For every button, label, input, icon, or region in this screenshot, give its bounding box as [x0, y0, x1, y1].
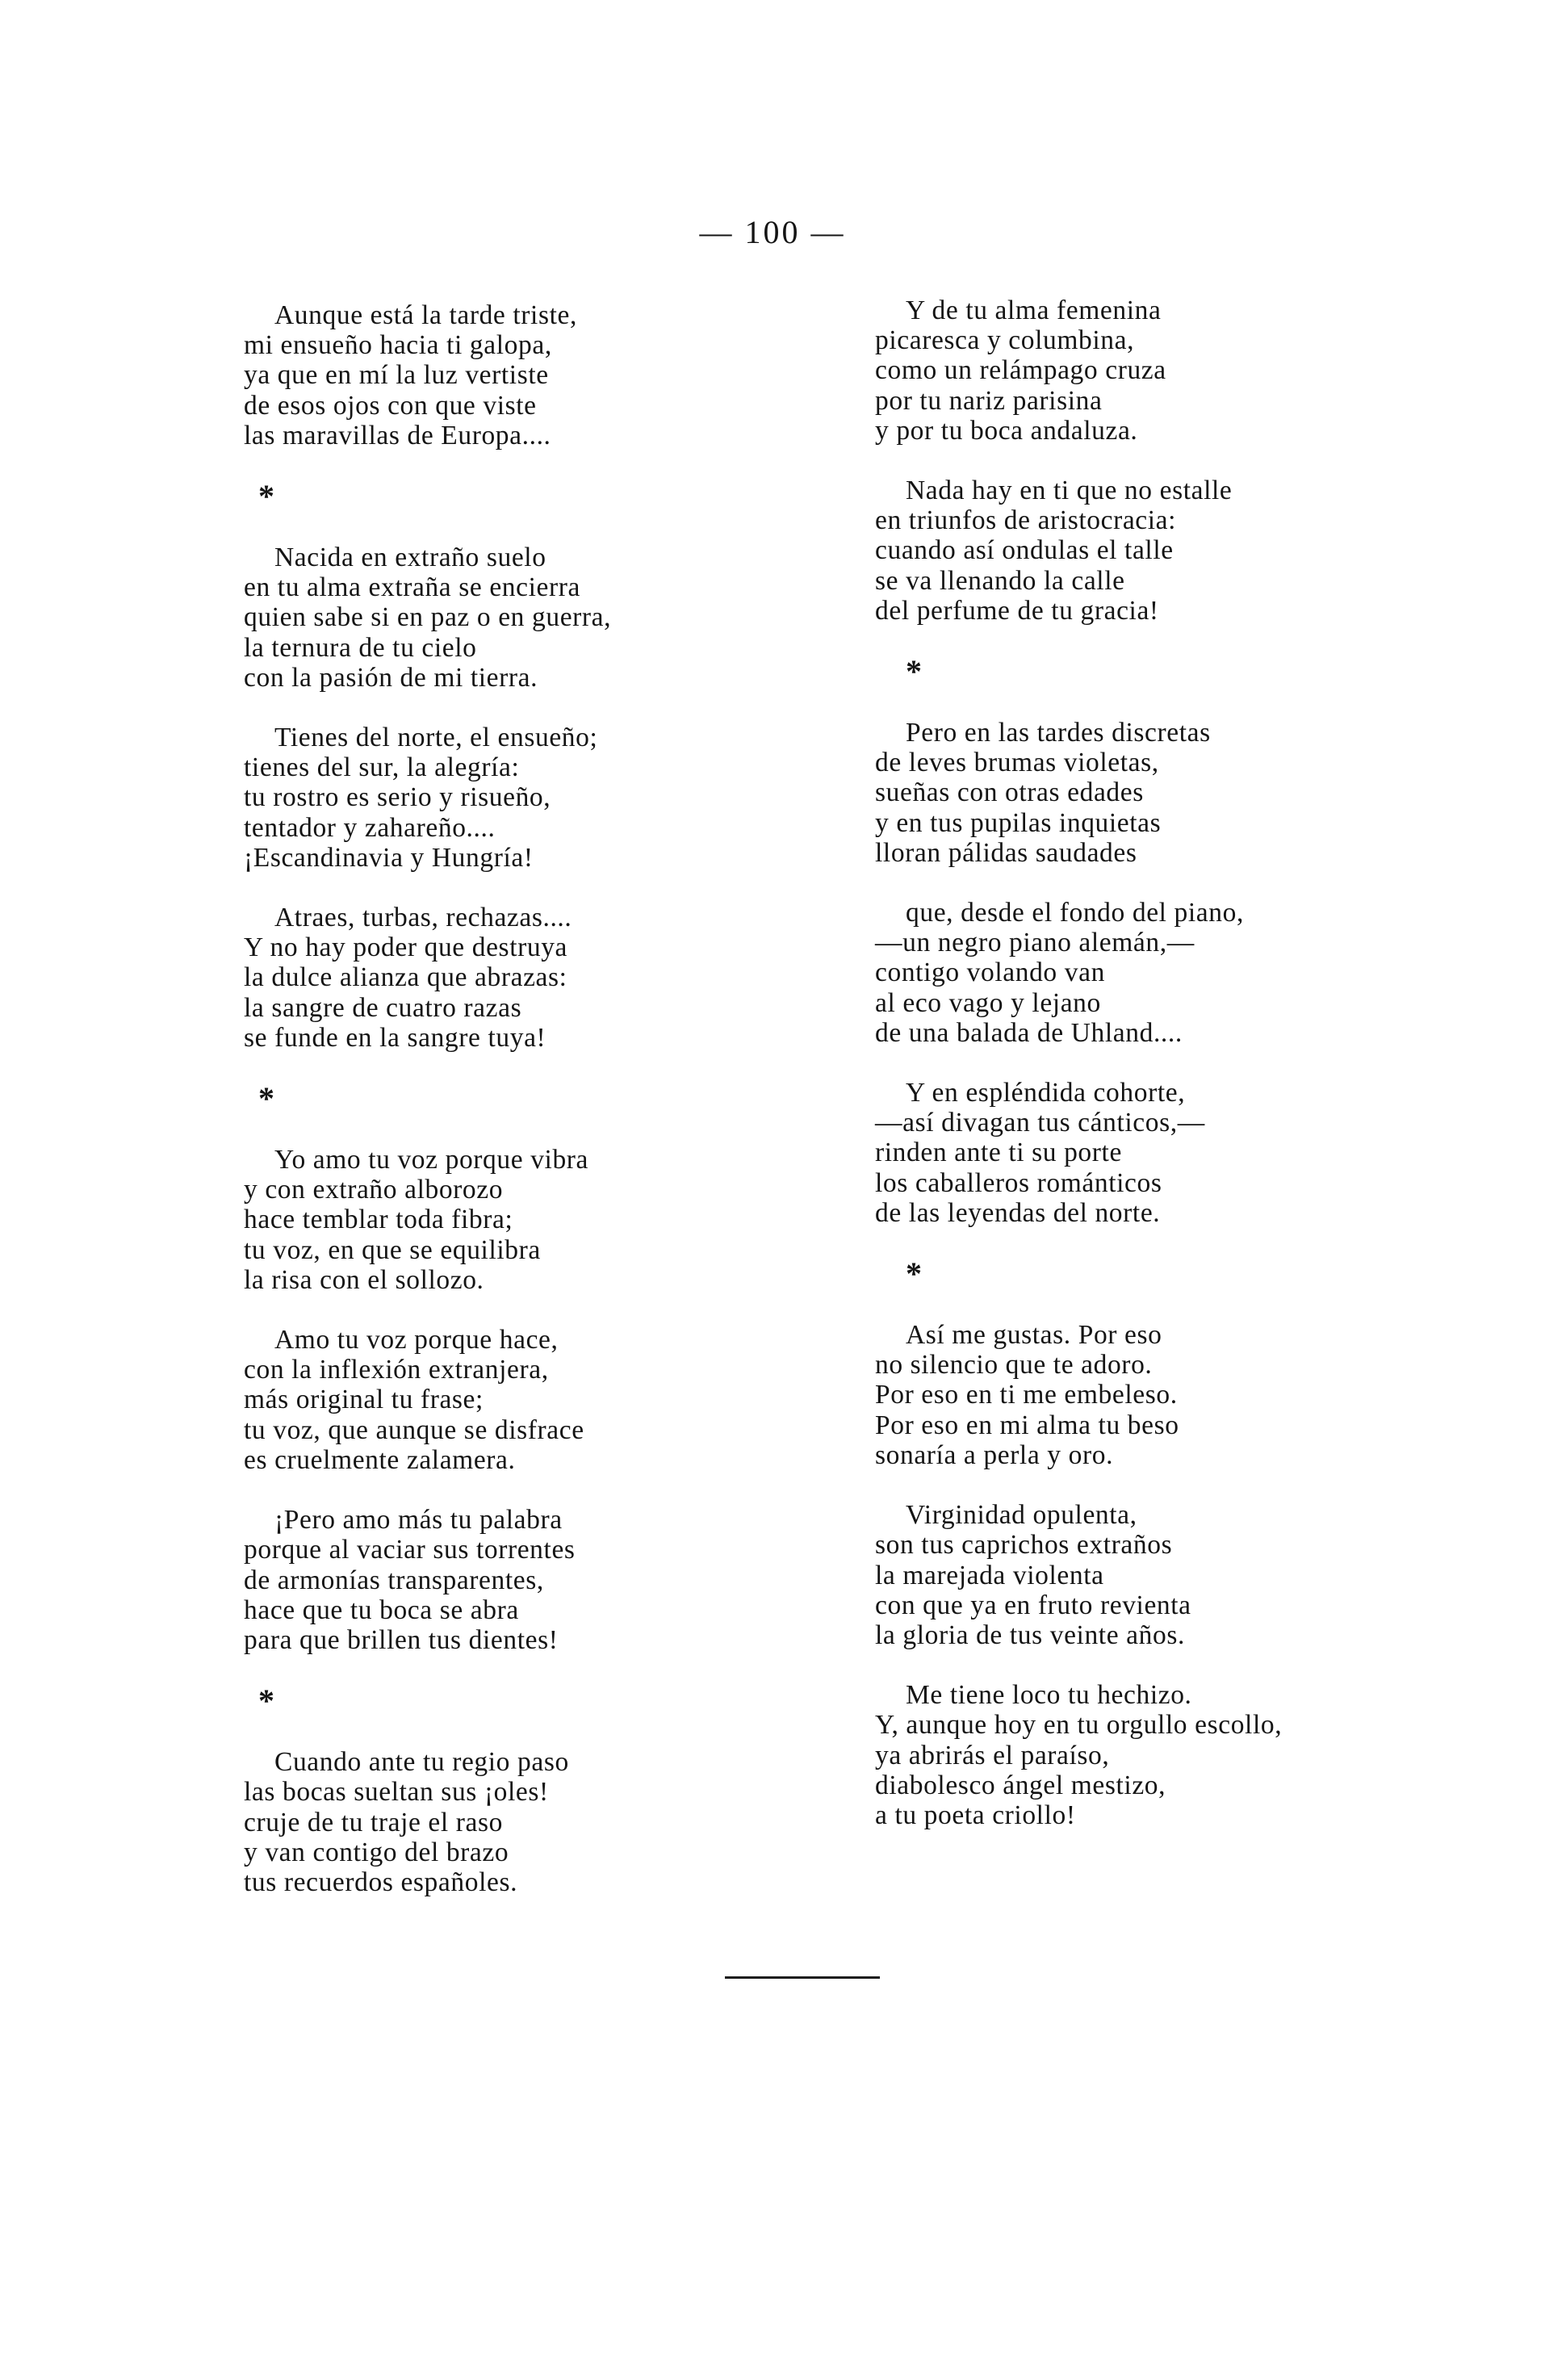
verse-line: por tu nariz parisina [875, 385, 1103, 416]
stanza [244, 300, 890, 450]
verse-line: y con extraño alborozo [244, 1175, 504, 1205]
stanza-gap [244, 513, 890, 543]
verse-line: tentador y zahareño.... [244, 812, 496, 843]
stanza [244, 1747, 890, 1897]
verse-line: mi ensueño hacia ti galopa, [244, 330, 552, 361]
verse-line: la marejada violenta [875, 1560, 1104, 1590]
verse-line: son tus caprichos extraños [875, 1530, 1173, 1561]
verse-line: rinden ante ti su porte [875, 1138, 1122, 1168]
verse-line: Por eso en ti me embeleso. [875, 1380, 1178, 1410]
verse-line: y por tu boca andaluza. [875, 415, 1138, 446]
verse-line: en triunfos de aristocracia: [875, 505, 1177, 536]
verse-line: ¡Pero amo más tu palabra [274, 1505, 563, 1536]
verse-line: ya que en mí la luz vertiste [244, 360, 549, 391]
stanza [875, 1320, 1521, 1470]
stanza-gap [875, 1048, 1521, 1078]
verse-line: Y no hay poder que destruya [244, 932, 568, 963]
verse-line: Me tiene loco tu hechizo. [906, 1680, 1192, 1711]
stanza-gap [244, 1053, 890, 1083]
stanza-gap [244, 1655, 890, 1685]
stanza [244, 1145, 890, 1295]
verse-line: diabolesco ángel mestizo, [875, 1770, 1166, 1800]
verse-line: —así divagan tus cánticos,— [875, 1108, 1205, 1138]
section-separator: * [258, 1080, 274, 1117]
verse-line: hace temblar toda fibra; [244, 1205, 513, 1235]
verse-line: se va llenando la calle [875, 565, 1125, 596]
stanza-gap [244, 1475, 890, 1505]
verse-line: con la pasión de mi tierra. [244, 662, 538, 693]
stanza-gap [244, 1717, 890, 1747]
verse-line: sueñas con otras edades [875, 777, 1144, 808]
verse-line: Y, aunque hoy en tu orgullo escollo, [875, 1710, 1283, 1741]
verse-line: —un negro piano alemán,— [875, 928, 1195, 958]
page-number: — 100 — [699, 214, 846, 250]
stanza [244, 903, 890, 1053]
stanza [244, 1325, 890, 1475]
section-separator: * [906, 653, 922, 690]
verse-line: quien sabe si en paz o en guerra, [244, 602, 612, 633]
verse-line: de armonías transparentes, [244, 1565, 544, 1595]
verse-line: con que ya en fruto revienta [875, 1590, 1191, 1620]
verse-line: que, desde el fondo del piano, [906, 898, 1244, 928]
verse-line: en tu alma extraña se encierra [244, 572, 580, 603]
verse-line: tus recuerdos españoles. [244, 1867, 518, 1897]
stanza-gap [875, 446, 1521, 476]
verse-line: para que brillen tus dientes! [244, 1624, 559, 1655]
verse-line: tu voz, que aunque se disfrace [244, 1414, 584, 1445]
verse-line: cruje de tu traje el raso [244, 1807, 503, 1837]
verse-line: Y en espléndida cohorte, [906, 1078, 1186, 1108]
stanza-gap [244, 693, 890, 723]
stanza-gap [875, 1228, 1521, 1258]
verse-line: la gloria de tus veinte años. [875, 1619, 1185, 1650]
verse-line: Tienes del norte, el ensueño; [274, 723, 598, 753]
verse-line: contigo volando van [875, 957, 1105, 988]
verse-line: de las leyendas del norte. [875, 1197, 1161, 1228]
verse-line: los caballeros románticos [875, 1167, 1162, 1198]
stanza [875, 476, 1521, 626]
verse-line: con la inflexión extranjera, [244, 1355, 549, 1385]
verse-line: no silencio que te adoro. [875, 1350, 1153, 1381]
section-separator: * [258, 1682, 274, 1720]
verse-line: la risa con el sollozo. [244, 1264, 484, 1295]
verse-line: hace que tu boca se abra [244, 1594, 519, 1625]
stanza-gap [875, 1470, 1521, 1500]
stanza-gap [875, 1290, 1521, 1320]
stanza-gap [244, 1115, 890, 1145]
verse-line: y van contigo del brazo [244, 1837, 509, 1867]
stanza [875, 1500, 1521, 1650]
verse-line: como un relámpago cruza [875, 355, 1166, 386]
stanza [875, 718, 1521, 868]
section-separator: * [906, 1255, 922, 1293]
verse-line: se funde en la sangre tuya! [244, 1022, 546, 1053]
verse-line: las bocas sueltan sus ¡oles! [244, 1777, 549, 1808]
verse-line: tienes del sur, la alegría: [244, 752, 520, 783]
left-poem-column [244, 300, 890, 1897]
verse-line: Y de tu alma femenina [906, 295, 1162, 325]
stanza [875, 1680, 1521, 1830]
verse-line: Pero en las tardes discretas [906, 718, 1211, 748]
verse-line: de una balada de Uhland.... [875, 1017, 1183, 1048]
verse-line: sonaría a perla y oro. [875, 1439, 1114, 1470]
verse-line: Nacida en extraño suelo [274, 543, 546, 573]
verse-line: Por eso en mi alma tu beso [875, 1410, 1179, 1440]
stanza [244, 723, 890, 873]
verse-line: la sangre de cuatro razas [244, 992, 522, 1023]
verse-line: de esos ojos con que viste [244, 390, 537, 421]
stanza-gap [244, 450, 890, 480]
verse-line: Yo amo tu voz porque vibra [274, 1145, 589, 1175]
verse-line: las maravillas de Europa.... [244, 420, 551, 450]
verse-line: de leves brumas violetas, [875, 748, 1159, 778]
stanza-gap [875, 626, 1521, 656]
stanza-gap [875, 688, 1521, 718]
verse-line: es cruelmente zalamera. [244, 1444, 516, 1475]
stanza-gap [244, 1295, 890, 1325]
verse-line: porque al vaciar sus torrentes [244, 1535, 576, 1565]
verse-line: la ternura de tu cielo [244, 632, 477, 663]
verse-line: Cuando ante tu regio paso [274, 1747, 569, 1778]
verse-line: cuando así ondulas el talle [875, 535, 1174, 566]
verse-line: Así me gustas. Por eso [906, 1320, 1162, 1351]
stanza [244, 1505, 890, 1655]
verse-line: tu rostro es serio y risueño, [244, 782, 551, 813]
stanza-gap [244, 873, 890, 903]
right-poem-column [875, 295, 1521, 1830]
stanza [875, 295, 1521, 446]
verse-line: del perfume de tu gracia! [875, 595, 1159, 626]
verse-line: lloran pálidas saudades [875, 837, 1137, 868]
end-rule [725, 1976, 880, 1979]
verse-line: ya abrirás el paraíso, [875, 1740, 1110, 1770]
verse-line: a tu poeta criollo! [875, 1800, 1076, 1830]
verse-line: tu voz, en que se equilibra [244, 1234, 541, 1265]
section-separator: * [258, 478, 274, 515]
verse-line: la dulce alianza que abrazas: [244, 962, 567, 993]
verse-line: Nada hay en ti que no estalle [906, 476, 1233, 506]
stanza-gap [875, 1650, 1521, 1680]
verse-line: y en tus pupilas inquietas [875, 807, 1162, 838]
verse-line: picaresca y columbina, [875, 325, 1135, 356]
stanza [875, 898, 1521, 1048]
stanza [244, 543, 890, 693]
stanza [875, 1078, 1521, 1228]
verse-line: Amo tu voz porque hace, [274, 1325, 559, 1356]
verse-line: ¡Escandinavia y Hungría! [244, 842, 534, 873]
verse-line: Virginidad opulenta, [906, 1500, 1137, 1531]
verse-line: más original tu frase; [244, 1385, 484, 1415]
stanza-gap [875, 868, 1521, 898]
verse-line: Aunque está la tarde triste, [274, 300, 577, 330]
verse-line: Atraes, turbas, rechazas.... [274, 903, 572, 933]
verse-line: al eco vago y lejano [875, 987, 1101, 1018]
